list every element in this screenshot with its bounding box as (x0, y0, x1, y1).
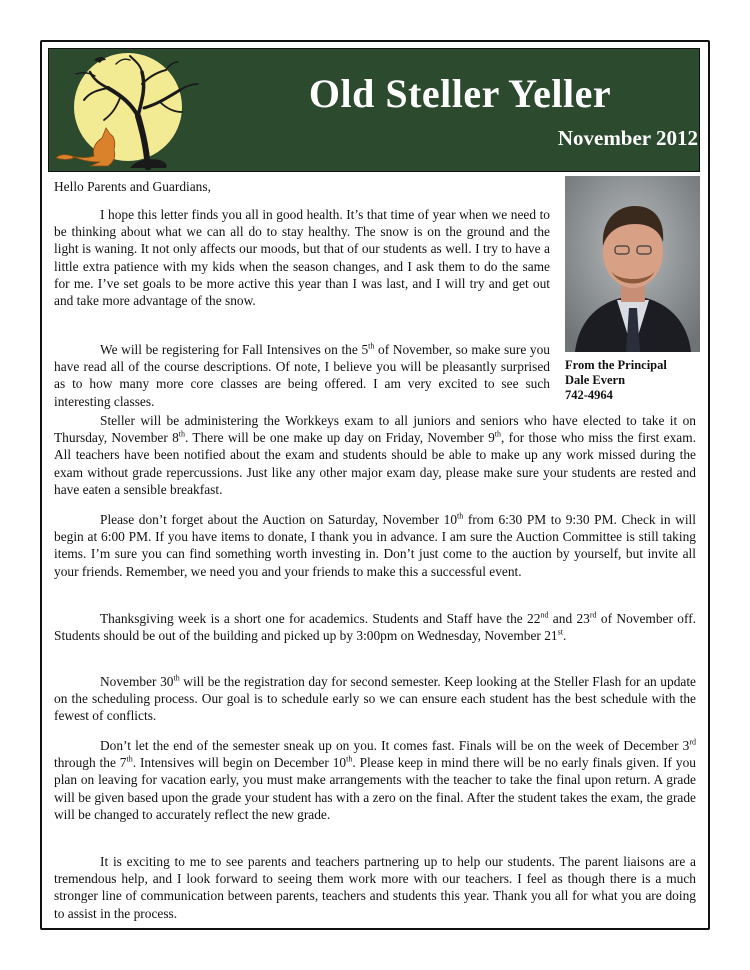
principal-phone: 742-4964 (565, 388, 613, 402)
paragraph-registration: November 30th will be the registration day for second semester. Keep looking at the Steller Flash for an update on the scheduling process. Our goal is to schedule early so we can ensure each student has the best schedule with the fewest of conflicts. (54, 673, 696, 724)
paragraph-finals: Don’t let the end of the semester sneak up on you. It comes fast. Finals will be on the week of December 3rd through the 7th. Intensives will begin on December 10th. Please keep in mind there will be no early finals given. If you plan on leaving for vacation early, you must make arrangements with the teacher to take the final upon return. A grade will be given based upon the grade your student has with a zero on the final. After the student takes the exam, the grade will be changed to accurately reflect the new grade. (54, 737, 696, 822)
paragraph-thanksgiving: Thanksgiving week is a short one for academics. Students and Staff have the 22nd and 23rd of November off. Students should be out of the building and picked up by 3:00pm on Wednesday, November 21st. (54, 610, 697, 644)
howling-wolf-under-moon-icon (50, 50, 210, 170)
principal-portrait-image (565, 176, 700, 352)
paragraph-workkeys: Steller will be administering the Workkeys exam to all juniors and seniors who have elected to take it on Thursday, November 8th. There will be one make up day on Friday, November 9th, for those who miss the first exam. All teachers have been notified about the exam and students should be able to make up any work missed during the exam without grade repercussions. Just like any other major exam day, please make sure your students are rested and have eaten a sensible breakfast. (54, 413, 696, 497)
newsletter-title: Old Steller Yeller (308, 71, 612, 116)
logo (50, 50, 210, 170)
caption-title: From the Principal (565, 358, 667, 372)
paragraph-health: I hope this letter finds you all in good health. It’s that time of year when we need to be thinking about what we can all do to stay healthy. The snow is on the ground and the light is waning. It not only affects our moods, but that of our students as well. I try to have a little extra patience with my kids when the season changes, and I ask them to do the same for me. I’ve set goals to be more active this year than I was last, and I will try and get out and take more advantage of the snow. (54, 207, 550, 309)
principal-name: Dale Evern (565, 373, 626, 387)
paragraph-fall-intensives: We will be registering for Fall Intensives on the 5th of November, so make sure you have read all of the course descriptions. Of note, I believe you will be pleasantly surprised as to how many more core classes are being offered. I am very excited to see such interesting classes. (54, 341, 550, 409)
paragraph-auction: Please don’t forget about the Auction on Saturday, November 10th from 6:30 PM to 9:30 PM. Check in will begin at 6:00 PM. If you have items to donate, I thank you in advance. I am sure the Auction Committee is still taking items. I’m sure you can find something worth investing in. Don’t just come to the auction by yourself, but invite all your friends. Remember, we need you and your friends to make this a successful event. (54, 511, 697, 579)
principal-photo (565, 176, 700, 352)
letter-greeting: Hello Parents and Guardians, (54, 179, 211, 194)
principal-caption (565, 358, 705, 403)
paragraph-parent-liaisons: It is exciting to me to see parents and teachers partnering up to help our students. The parent liaisons are a tremendous help, and I look forward to seeing them work more with our teachers. I feel as though there is a much stronger line of communication between parents, teachers and students this year. Thank you all for what you are doing to assist in the process. (54, 854, 696, 921)
issue-date: November 2012 (557, 126, 698, 150)
